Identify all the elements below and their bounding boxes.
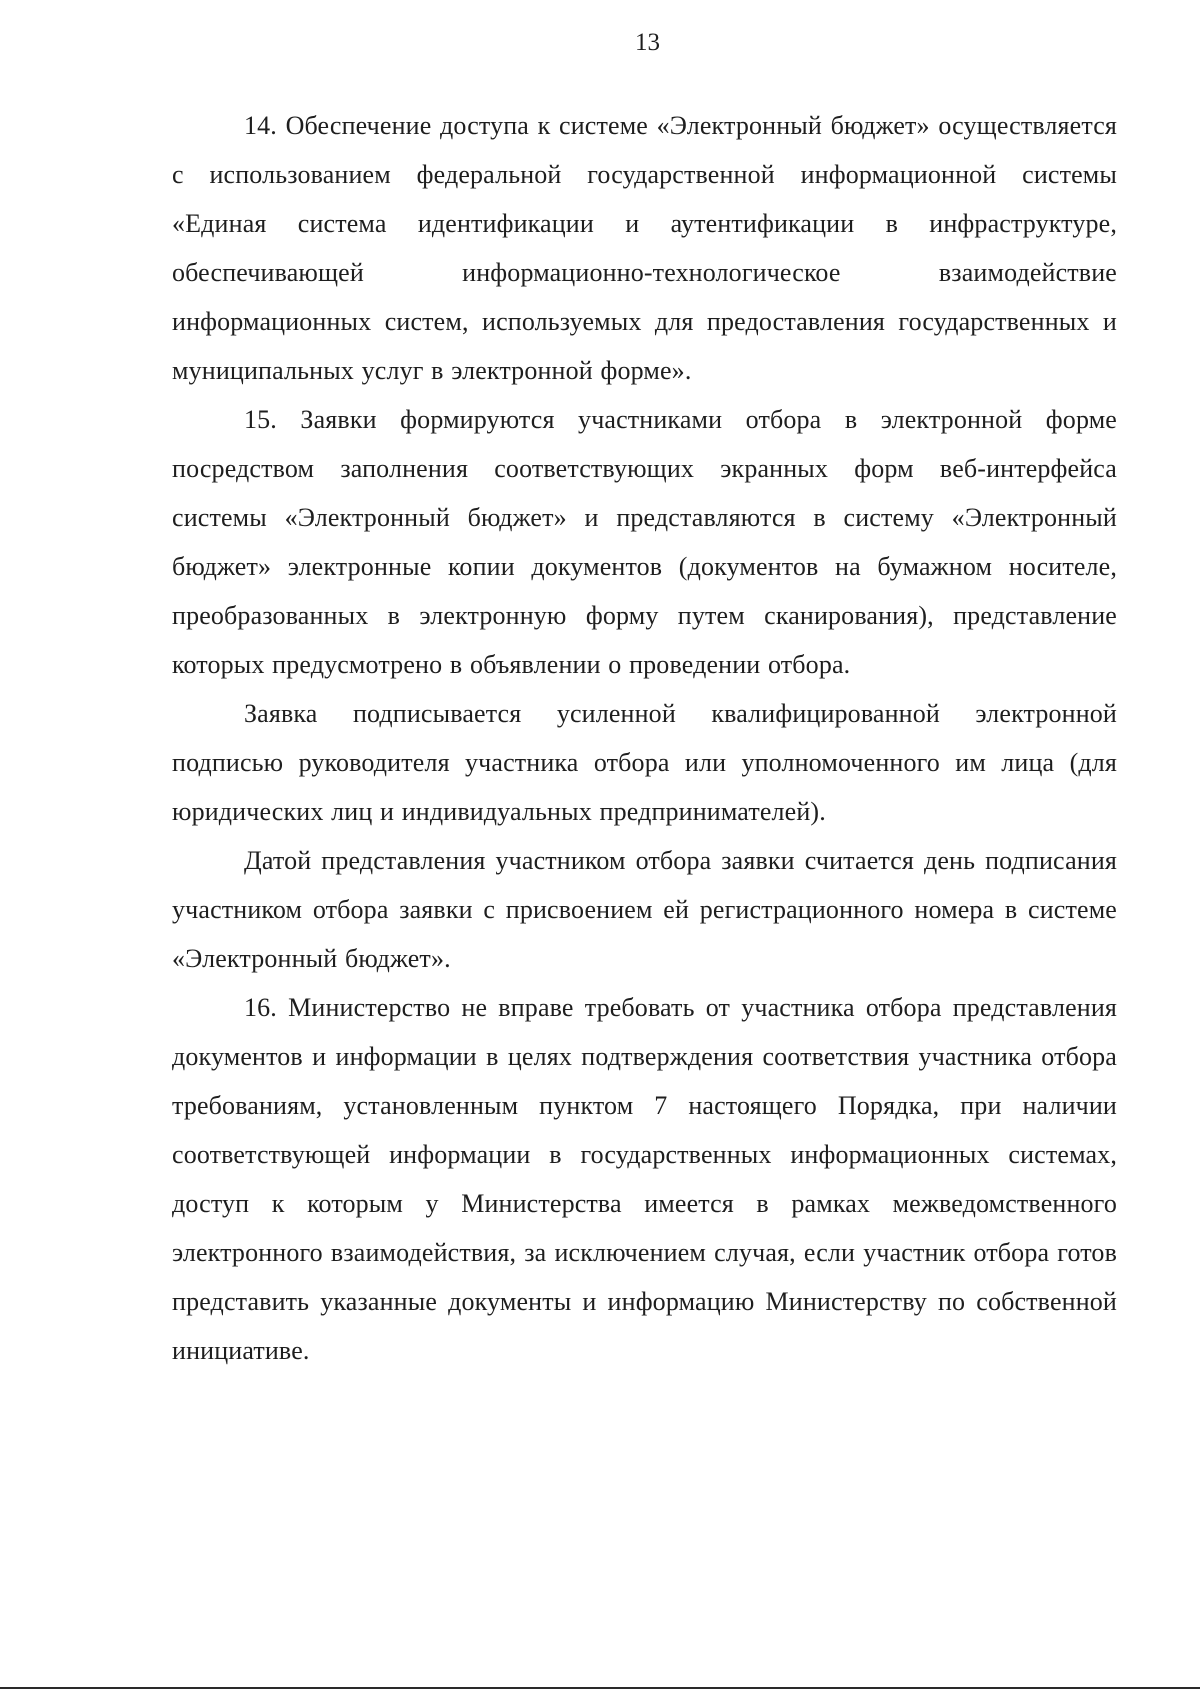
paragraph-submission-date: Датой представления участником отбора заявки считается день подписания участником отбора заявки с присвоением ей регистрационного номера в системе «Электронный бюджет». — [172, 846, 1117, 973]
paragraph-14: 14. Обеспечение доступа к системе «Электронный бюджет» осуществляется с использованием федеральной государственной информационной системы «Единая система идентификации и аутентификации в инфраструктуре, обеспечивающей информационно-технологическое взаимодействие информационных систем, используемых для предоставления государственных и муниципальных услуг в электронной форме». — [172, 111, 1117, 385]
paragraph-signature: Заявка подписывается усиленной квалифицированной электронной подписью руководителя участника отбора или уполномоченного им лица (для юридических лиц и индивидуальных предпринимателей). — [172, 699, 1117, 826]
paragraph-16: 16. Министерство не вправе требовать от участника отбора представления документов и информации в целях подтверждения соответствия участника отбора требованиям, установленным пунктом 7 настоящего Порядка, при наличии соответствующей информации в государственных информационных системах, доступ к которым у Министерства имеется в рамках межведомственного электронного взаимодействия, за исключением случая, если участник отбора готов представить указанные документы и информацию Министерству по собственной инициативе. — [172, 993, 1117, 1365]
document-body — [172, 101, 1117, 1375]
page-bottom-edge — [0, 1687, 1200, 1689]
page-number: 13 — [635, 29, 660, 56]
paragraph-15: 15. Заявки формируются участниками отбора в электронной форме посредством заполнения соответствующих экранных форм веб-интерфейса системы «Электронный бюджет» и представляются в систему «Электронный бюджет» электронные копии документов (документов на бумажном носителе, преобразованных в электронную форму путем сканирования), представление которых предусмотрено в объявлении о проведении отбора. — [172, 405, 1117, 679]
